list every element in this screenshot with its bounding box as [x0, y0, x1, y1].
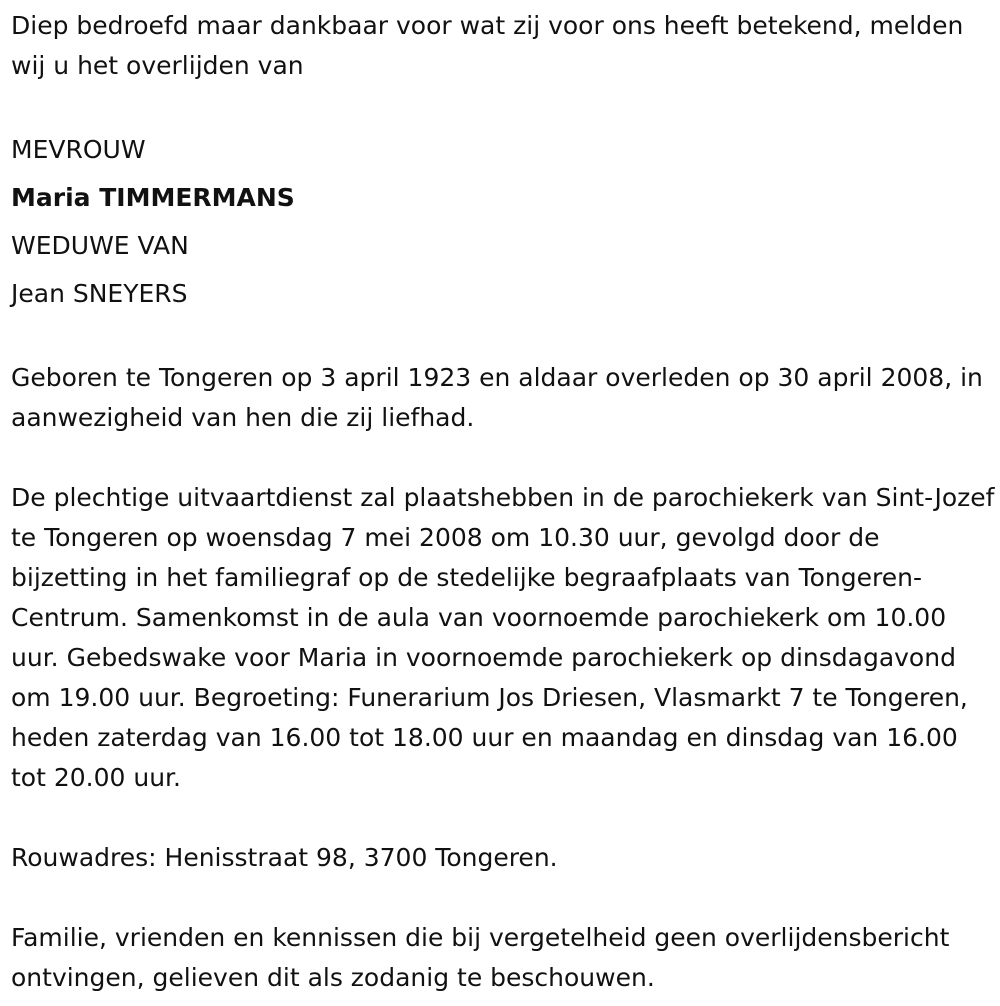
salutation: MEVROUW: [11, 135, 146, 164]
deceased-name: Maria TIMMERMANS: [11, 183, 295, 212]
spacer: [11, 438, 996, 478]
spacer: [11, 318, 996, 358]
obituary-notice: [11, 6, 996, 998]
relation-label: WEDUWE VAN: [11, 231, 189, 260]
spacer: [11, 878, 996, 918]
spacer: [11, 798, 996, 838]
funeral-service-paragraph: De plechtige uitvaartdienst zal plaatshebben in de parochiekerk van Sint-Jozef te Tongeren op woensdag 7 mei 2008 om 10.30 uur, gevolgd door de bijzetting in het familiegraf op de stedelijke begraafplaats van Tongeren-Centrum. Samenkomst in de aula van voornoemde parochiekerk om 10.00 uur. Gebedswake voor Maria in voornoemde parochiekerk op dinsdagavond om 19.00 uur. Begroeting: Funerarium Jos Driesen, Vlasmarkt 7 te Tongeren, heden zaterdag van 16.00 tot 18.00 uur en maandag en dinsdag van 16.00 tot 20.00 uur.: [11, 483, 995, 792]
mourning-address: Rouwadres: Henisstraat 98, 3700 Tongeren.: [11, 843, 558, 872]
spacer: [11, 86, 996, 126]
intro-paragraph: Diep bedroefd maar dankbaar voor wat zij voor ons heeft betekend, melden wij u het overlijden van: [11, 11, 964, 80]
closing-paragraph: Familie, vrienden en kennissen die bij vergetelheid geen overlijdensbericht ontvingen, gelieven dit als zodanig te beschouwen.: [11, 923, 950, 992]
birth-death-paragraph: Geboren te Tongeren op 3 april 1923 en aldaar overleden op 30 april 2008, in aanwezigheid van hen die zij liefhad.: [11, 363, 983, 432]
spouse-name: Jean SNEYERS: [11, 279, 188, 308]
